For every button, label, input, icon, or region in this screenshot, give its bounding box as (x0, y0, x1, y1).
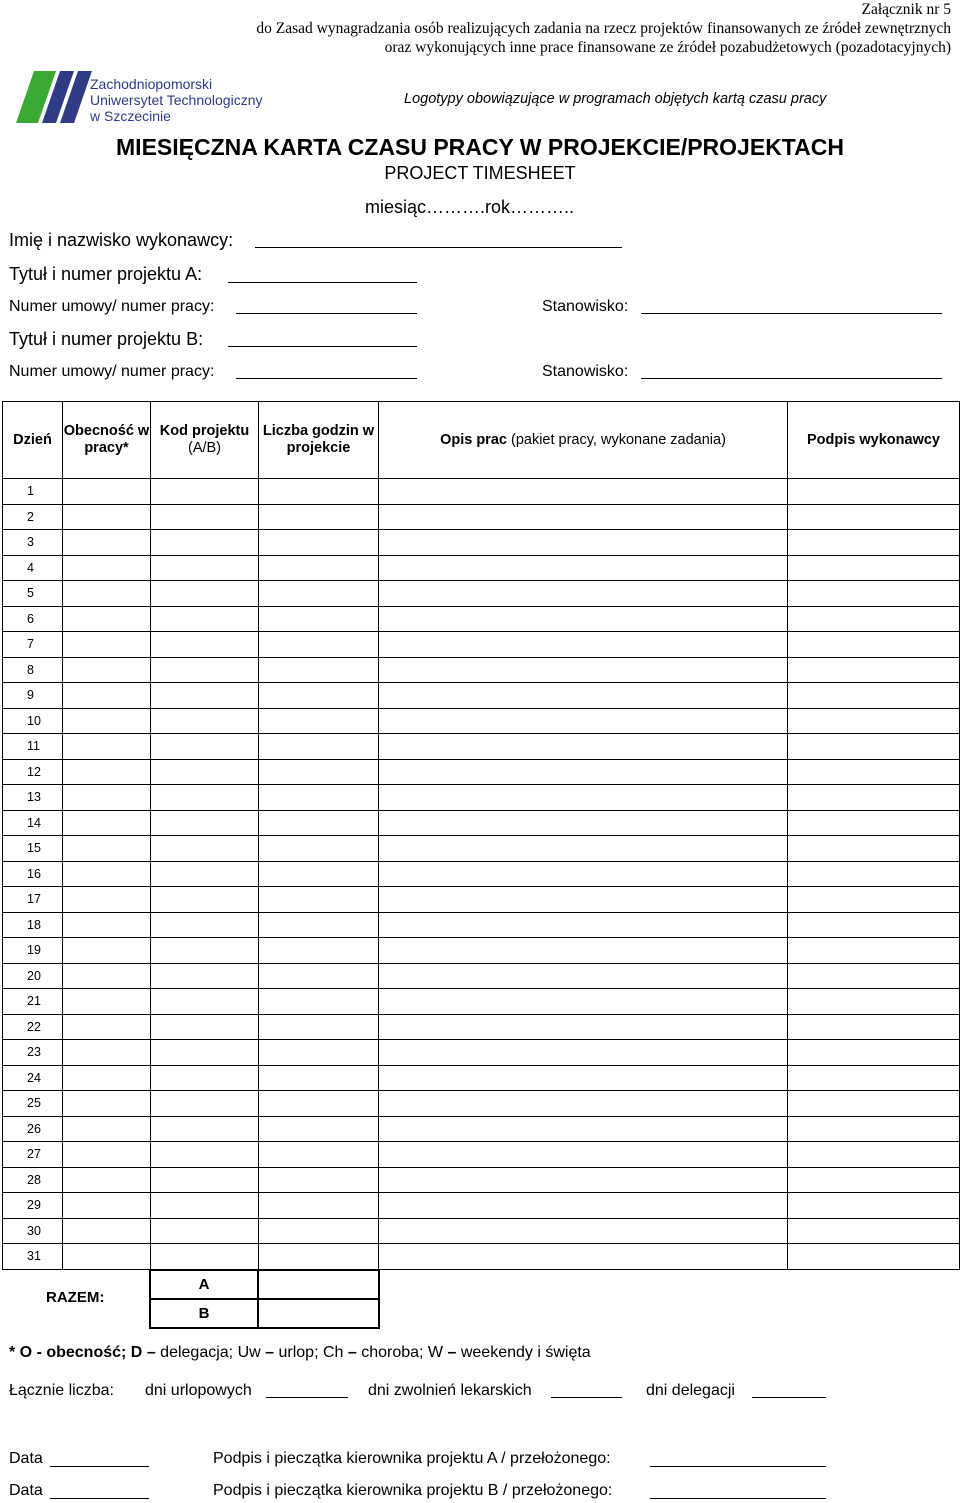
signature-cell[interactable] (788, 530, 960, 556)
description-cell[interactable] (379, 989, 788, 1015)
presence-cell[interactable] (63, 861, 151, 887)
table-row (3, 657, 960, 683)
col-header-presence: Obecność w pracy* (63, 402, 151, 479)
signature-cell[interactable] (788, 836, 960, 862)
table-row (3, 581, 960, 607)
signature-cell[interactable] (788, 810, 960, 836)
day-cell: 25 (3, 1091, 63, 1117)
legend-dash-2: – (265, 1344, 275, 1361)
hours-cell[interactable] (259, 989, 379, 1015)
university-name (90, 76, 263, 124)
presence-cell[interactable] (63, 1142, 151, 1168)
presence-cell[interactable] (63, 479, 151, 505)
table-row (3, 1065, 960, 1091)
description-cell[interactable] (379, 912, 788, 938)
timesheet-table (2, 401, 960, 1270)
col-header-hours: Liczba godzin w projekcie (259, 402, 379, 479)
legend-dash-3: – (347, 1344, 357, 1361)
day-cell: 30 (3, 1218, 63, 1244)
presence-cell[interactable] (63, 657, 151, 683)
signature-cell[interactable] (788, 734, 960, 760)
university-name-line-2: Uniwersytet Technologiczny (90, 92, 263, 108)
totals-sick-label: dni zwolnień lekarskich (368, 1382, 532, 1399)
presence-cell[interactable] (63, 938, 151, 964)
project-code-cell[interactable] (151, 632, 259, 658)
table-row (3, 708, 960, 734)
signature-cell[interactable] (788, 912, 960, 938)
project-code-cell[interactable] (151, 785, 259, 811)
totals-label: Łącznie liczba: (9, 1382, 114, 1399)
description-cell[interactable] (379, 759, 788, 785)
page-title: MIESIĘCZNA KARTA CZASU PRACY W PROJEKCIE/PROJEKTACH (116, 134, 844, 160)
signature-cell[interactable] (788, 1167, 960, 1193)
day-cell: 1 (3, 479, 63, 505)
signature-cell[interactable] (788, 861, 960, 887)
presence-cell[interactable] (63, 555, 151, 581)
project-code-cell[interactable] (151, 1065, 259, 1091)
presence-cell[interactable] (63, 683, 151, 709)
description-cell[interactable] (379, 1244, 788, 1270)
legend-w: weekendy i święta (460, 1344, 591, 1361)
hours-cell[interactable] (259, 1193, 379, 1219)
presence-cell[interactable] (63, 1040, 151, 1066)
position-a-input-line[interactable] (641, 313, 942, 314)
description-cell[interactable] (379, 708, 788, 734)
description-cell[interactable] (379, 683, 788, 709)
university-name-line-3: w Szczecinie (90, 108, 171, 124)
project-code-cell[interactable] (151, 912, 259, 938)
day-cell: 19 (3, 938, 63, 964)
col-header-project-code-note: (A/B) (187, 440, 222, 456)
hours-cell[interactable] (259, 1065, 379, 1091)
project-a-input-line[interactable] (228, 282, 417, 283)
signature-a-label: Podpis i pieczątka kierownika projektu A / przełożonego: (213, 1450, 611, 1467)
project-code-cell[interactable] (151, 963, 259, 989)
date-label-2: Data (9, 1482, 43, 1499)
presence-cell[interactable] (63, 1167, 151, 1193)
date-label-1: Data (9, 1450, 43, 1467)
table-row (3, 479, 960, 505)
description-cell[interactable] (379, 657, 788, 683)
presence-cell[interactable] (63, 1091, 151, 1117)
presence-cell[interactable] (63, 912, 151, 938)
signature-cell[interactable] (788, 657, 960, 683)
presence-cell[interactable] (63, 581, 151, 607)
description-cell[interactable] (379, 581, 788, 607)
description-cell[interactable] (379, 1040, 788, 1066)
day-cell: 21 (3, 989, 63, 1015)
hours-cell[interactable] (259, 938, 379, 964)
project-code-cell[interactable] (151, 555, 259, 581)
project-code-cell[interactable] (151, 1142, 259, 1168)
description-cell[interactable] (379, 555, 788, 581)
description-cell[interactable] (379, 810, 788, 836)
hours-cell[interactable] (259, 963, 379, 989)
signature-cell[interactable] (788, 1091, 960, 1117)
summary-hours-b[interactable] (258, 1299, 379, 1328)
signature-cell[interactable] (788, 1065, 960, 1091)
hours-cell[interactable] (259, 887, 379, 913)
description-cell[interactable] (379, 632, 788, 658)
project-code-cell[interactable] (151, 504, 259, 530)
project-code-cell[interactable] (151, 1167, 259, 1193)
position-b-label: Stanowisko: (542, 363, 629, 380)
hours-cell[interactable] (259, 1244, 379, 1270)
day-cell: 27 (3, 1142, 63, 1168)
description-cell[interactable] (379, 1091, 788, 1117)
day-cell: 12 (3, 759, 63, 785)
hours-cell[interactable] (259, 1116, 379, 1142)
project-code-cell[interactable] (151, 657, 259, 683)
day-cell: 28 (3, 1167, 63, 1193)
day-cell: 14 (3, 810, 63, 836)
description-cell[interactable] (379, 606, 788, 632)
description-cell[interactable] (379, 479, 788, 505)
summary-row-b (150, 1299, 379, 1328)
project-code-cell[interactable] (151, 581, 259, 607)
day-cell: 7 (3, 632, 63, 658)
presence-cell[interactable] (63, 1065, 151, 1091)
day-cell: 11 (3, 734, 63, 760)
description-cell[interactable] (379, 1065, 788, 1091)
day-cell: 13 (3, 785, 63, 811)
description-cell[interactable] (379, 887, 788, 913)
legend-dash-1: – (146, 1344, 156, 1361)
signature-cell[interactable] (788, 632, 960, 658)
table-row (3, 1040, 960, 1066)
hours-cell[interactable] (259, 861, 379, 887)
contract-b-label: Numer umowy/ numer pracy: (9, 363, 215, 380)
table-row (3, 912, 960, 938)
presence-cell[interactable] (63, 632, 151, 658)
hours-cell[interactable] (259, 1014, 379, 1040)
summary-row-a (150, 1270, 379, 1299)
table-row (3, 683, 960, 709)
hours-cell[interactable] (259, 810, 379, 836)
summary-code-b: B (150, 1299, 258, 1328)
col-header-signature: Podpis wykonawcy (788, 402, 960, 479)
table-row (3, 530, 960, 556)
signature-cell[interactable] (788, 887, 960, 913)
col-header-description-note: (pakiet pracy, wykonane zadania) (510, 431, 726, 448)
month-year-line: miesiąc……….rok……….. (365, 197, 575, 217)
position-b-input-line[interactable] (641, 378, 942, 379)
signature-cell[interactable] (788, 938, 960, 964)
table-row (3, 1193, 960, 1219)
presence-cell[interactable] (63, 810, 151, 836)
table-row (3, 1167, 960, 1193)
project-code-cell[interactable] (151, 683, 259, 709)
table-row (3, 1091, 960, 1117)
description-cell[interactable] (379, 963, 788, 989)
presence-cell[interactable] (63, 606, 151, 632)
summary-label: RAZEM: (46, 1289, 105, 1306)
description-cell[interactable] (379, 861, 788, 887)
col-header-project-code-bold: Kod projektu (159, 423, 250, 439)
project-code-cell[interactable] (151, 836, 259, 862)
project-code-cell[interactable] (151, 1040, 259, 1066)
col-header-day: Dzień (3, 402, 63, 479)
signature-b-input-line[interactable] (650, 1498, 826, 1499)
project-a-label: Tytuł i numer projektu A: (9, 264, 203, 284)
totals-delegation-label: dni delegacji (646, 1382, 735, 1399)
project-code-cell[interactable] (151, 861, 259, 887)
totals-delegation-input-line[interactable] (752, 1397, 826, 1398)
day-cell: 26 (3, 1116, 63, 1142)
presence-cell[interactable] (63, 836, 151, 862)
presence-cell[interactable] (63, 785, 151, 811)
signature-cell[interactable] (788, 1244, 960, 1270)
summary-hours-a[interactable] (258, 1270, 379, 1299)
signature-cell[interactable] (788, 1142, 960, 1168)
table-row (3, 810, 960, 836)
table-row (3, 861, 960, 887)
attachment-label: Załącznik nr 5 (861, 1, 951, 18)
table-row (3, 938, 960, 964)
day-cell: 23 (3, 1040, 63, 1066)
university-name-line-1: Zachodniopomorski (90, 76, 213, 92)
table-row (3, 734, 960, 760)
description-cell[interactable] (379, 1142, 788, 1168)
day-cell: 5 (3, 581, 63, 607)
hours-cell[interactable] (259, 734, 379, 760)
project-code-cell[interactable] (151, 708, 259, 734)
day-cell: 16 (3, 861, 63, 887)
legend-dash-4: – (447, 1344, 457, 1361)
project-code-cell[interactable] (151, 810, 259, 836)
presence-cell[interactable] (63, 1116, 151, 1142)
legend-d: delegacja; Uw (160, 1344, 261, 1361)
table-row (3, 963, 960, 989)
signature-a-input-line[interactable] (650, 1466, 826, 1467)
presence-cell[interactable] (63, 887, 151, 913)
day-cell: 9 (3, 683, 63, 709)
signature-cell[interactable] (788, 989, 960, 1015)
hours-cell[interactable] (259, 581, 379, 607)
presence-cell[interactable] (63, 1218, 151, 1244)
signature-cell[interactable] (788, 759, 960, 785)
legend-star: * O - obecność; D (9, 1344, 143, 1361)
description-cell[interactable] (379, 785, 788, 811)
table-row (3, 1116, 960, 1142)
presence-cell[interactable] (63, 1244, 151, 1270)
hours-cell[interactable] (259, 555, 379, 581)
table-header-row (3, 402, 960, 479)
day-cell: 29 (3, 1193, 63, 1219)
hours-cell[interactable] (259, 530, 379, 556)
hours-cell[interactable] (259, 683, 379, 709)
name-label: Imię i nazwisko wykonawcy: (9, 230, 234, 250)
table-row (3, 555, 960, 581)
col-header-description (379, 402, 788, 479)
header-line-2: oraz wykonujących inne prace finansowane ze źródeł pozabudżetowych (pozadotacyjnych) (384, 39, 951, 56)
col-header-description-bold: Opis prac (440, 431, 507, 448)
presence-cell[interactable] (63, 1014, 151, 1040)
table-row (3, 1014, 960, 1040)
description-cell[interactable] (379, 1218, 788, 1244)
table-row (3, 1142, 960, 1168)
table-row (3, 785, 960, 811)
project-b-input-line[interactable] (228, 346, 417, 347)
table-row (3, 632, 960, 658)
day-cell: 4 (3, 555, 63, 581)
day-cell: 24 (3, 1065, 63, 1091)
presence-cell[interactable] (63, 989, 151, 1015)
day-cell: 8 (3, 657, 63, 683)
description-cell[interactable] (379, 530, 788, 556)
table-row (3, 759, 960, 785)
hours-cell[interactable] (259, 1218, 379, 1244)
description-cell[interactable] (379, 938, 788, 964)
hours-cell[interactable] (259, 1142, 379, 1168)
hours-cell[interactable] (259, 504, 379, 530)
project-code-cell[interactable] (151, 530, 259, 556)
day-cell: 15 (3, 836, 63, 862)
description-cell[interactable] (379, 734, 788, 760)
col-header-project-code (151, 402, 259, 479)
day-cell: 22 (3, 1014, 63, 1040)
signature-cell[interactable] (788, 963, 960, 989)
hours-cell[interactable] (259, 1091, 379, 1117)
header-line-1: do Zasad wynagradzania osób realizujących zadania na rzecz projektów finansowanych ze źródeł zewnętrznych (256, 20, 951, 37)
signature-cell[interactable] (788, 1193, 960, 1219)
project-code-cell[interactable] (151, 1116, 259, 1142)
contract-b-input-line[interactable] (236, 378, 417, 379)
page-subtitle: PROJECT TIMESHEET (384, 163, 576, 183)
table-row (3, 1218, 960, 1244)
project-b-label: Tytuł i numer projektu B: (9, 329, 204, 349)
hours-cell[interactable] (259, 606, 379, 632)
table-row (3, 606, 960, 632)
position-a-label: Stanowisko: (542, 298, 629, 315)
day-cell: 3 (3, 530, 63, 556)
hours-cell[interactable] (259, 1040, 379, 1066)
summary-table (149, 1269, 380, 1329)
project-code-cell[interactable] (151, 759, 259, 785)
summary-code-a: A (150, 1270, 258, 1299)
totals-sick-input-line[interactable] (551, 1397, 622, 1398)
hours-cell[interactable] (259, 632, 379, 658)
presence-cell[interactable] (63, 1193, 151, 1219)
project-code-cell[interactable] (151, 938, 259, 964)
description-cell[interactable] (379, 836, 788, 862)
signature-cell[interactable] (788, 1116, 960, 1142)
university-logo-icon (16, 69, 94, 125)
description-cell[interactable] (379, 504, 788, 530)
totals-vacation-input-line[interactable] (266, 1397, 348, 1398)
signature-cell[interactable] (788, 606, 960, 632)
hours-cell[interactable] (259, 657, 379, 683)
project-code-cell[interactable] (151, 479, 259, 505)
day-cell: 20 (3, 963, 63, 989)
logo-note: Logotypy obowiązujące w programach objętych kartą czasu pracy (404, 91, 827, 107)
date-input-line-1[interactable] (50, 1466, 149, 1467)
date-input-line-2[interactable] (50, 1498, 149, 1499)
contract-a-input-line[interactable] (236, 313, 417, 314)
presence-cell[interactable] (63, 734, 151, 760)
presence-cell[interactable] (63, 504, 151, 530)
name-input-line[interactable] (255, 247, 622, 248)
table-row (3, 989, 960, 1015)
day-cell: 18 (3, 912, 63, 938)
day-cell: 10 (3, 708, 63, 734)
table-row (3, 887, 960, 913)
hours-cell[interactable] (259, 912, 379, 938)
signature-cell[interactable] (788, 785, 960, 811)
hours-cell[interactable] (259, 759, 379, 785)
description-cell[interactable] (379, 1116, 788, 1142)
table-row (3, 836, 960, 862)
project-code-cell[interactable] (151, 887, 259, 913)
legend-uw: urlop; Ch (278, 1344, 344, 1361)
day-cell: 2 (3, 504, 63, 530)
signature-cell[interactable] (788, 581, 960, 607)
signature-cell[interactable] (788, 683, 960, 709)
presence-cell[interactable] (63, 759, 151, 785)
table-row (3, 1244, 960, 1270)
signature-cell[interactable] (788, 555, 960, 581)
hours-cell[interactable] (259, 1167, 379, 1193)
table-row (3, 504, 960, 530)
project-code-cell[interactable] (151, 1091, 259, 1117)
description-cell[interactable] (379, 1193, 788, 1219)
signature-cell[interactable] (788, 479, 960, 505)
project-code-cell[interactable] (151, 606, 259, 632)
legend (9, 1344, 591, 1362)
signature-cell[interactable] (788, 1218, 960, 1244)
project-code-cell[interactable] (151, 1193, 259, 1219)
hours-cell[interactable] (259, 785, 379, 811)
presence-cell[interactable] (63, 530, 151, 556)
signature-cell[interactable] (788, 1040, 960, 1066)
signature-cell[interactable] (788, 504, 960, 530)
presence-cell[interactable] (63, 708, 151, 734)
day-cell: 31 (3, 1244, 63, 1270)
presence-cell[interactable] (63, 963, 151, 989)
legend-ch: choroba; W (361, 1344, 444, 1361)
project-code-cell[interactable] (151, 734, 259, 760)
signature-cell[interactable] (788, 708, 960, 734)
description-cell[interactable] (379, 1167, 788, 1193)
signature-b-label: Podpis i pieczątka kierownika projektu B / przełożonego: (213, 1482, 613, 1499)
project-code-cell[interactable] (151, 1014, 259, 1040)
description-cell[interactable] (379, 1014, 788, 1040)
project-code-cell[interactable] (151, 1218, 259, 1244)
project-code-cell[interactable] (151, 989, 259, 1015)
hours-cell[interactable] (259, 708, 379, 734)
project-code-cell[interactable] (151, 1244, 259, 1270)
day-cell: 17 (3, 887, 63, 913)
contract-a-label: Numer umowy/ numer pracy: (9, 298, 215, 315)
day-cell: 6 (3, 606, 63, 632)
totals-vacation-label: dni urlopowych (145, 1382, 252, 1399)
signature-cell[interactable] (788, 1014, 960, 1040)
hours-cell[interactable] (259, 836, 379, 862)
hours-cell[interactable] (259, 479, 379, 505)
